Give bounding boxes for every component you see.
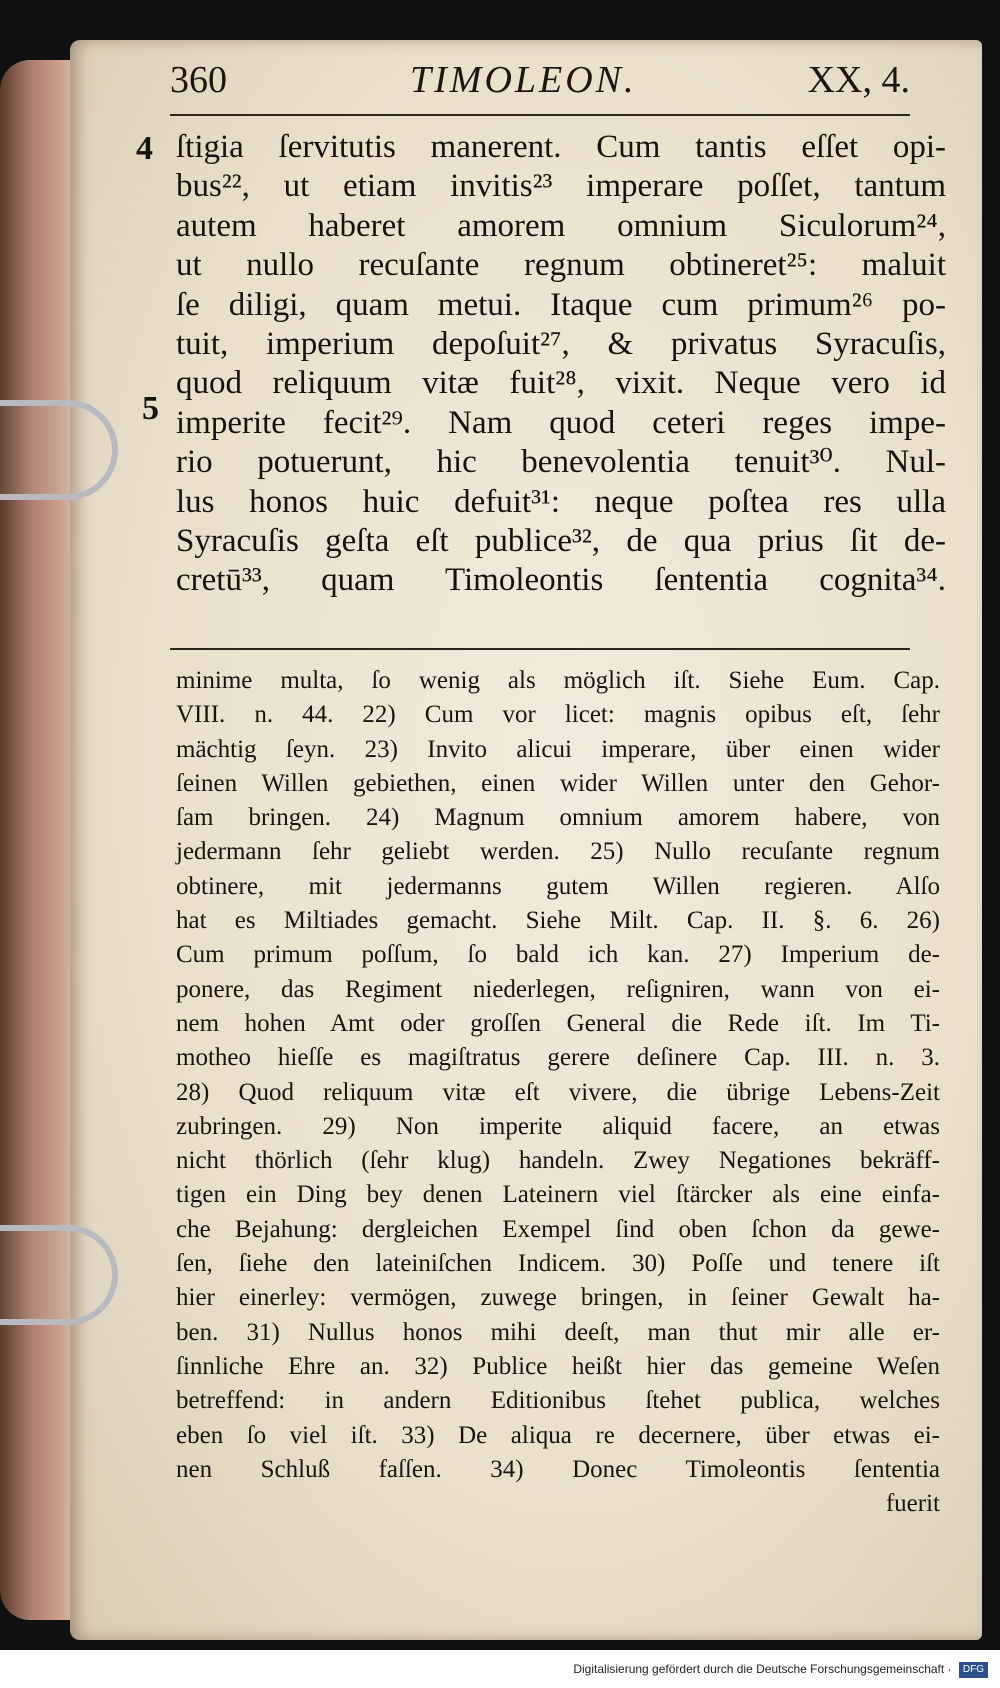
note-line: betreffend: in andern Editionibus ſtehet publica, welches [176,1387,940,1415]
note-line: eben ſo viel iſt. 33) De aliqua re decernere, über etwas ei- [176,1421,940,1449]
text-line: bus²², ut etiam invitis²³ imperare poſſet, tantum [176,168,946,205]
note-line: minime multa, ſo wenig als möglich iſt. Siehe Eum. Cap. [176,667,940,694]
note-line: Cum primum poſſum, ſo bald ich kan. 27) Imperium de- [176,941,940,969]
note-line: che Bejahung: dergleichen Exempel ſind oben ſchon da gewe- [176,1215,940,1243]
note-line: VIII. n. 44. 22) Cum vor licet: magnis opibus eſt, ſehr [176,701,940,729]
text-line: lus honos huic defuit³¹: neque poſtea res ulla [176,483,946,520]
note-line: ben. 31) Nullus honos mihi deeſt, man thut mir alle er- [176,1318,940,1346]
note-line: ponere, das Regiment niederlegen, reſigniren, wann von ei- [176,975,940,1003]
text-line: ſtigia ſervitutis manerent. Cum tantis eſſet opi- [176,129,946,165]
page-number: 360 [170,59,227,101]
paper-clip-icon [0,1225,118,1325]
note-line: tigen ein Ding bey denen Lateinern viel ſtärcker als eine einfa- [176,1181,940,1209]
note-line: hat es Miltiades gemacht. Siehe Milt. Cap. II. §. 6. 26) [176,907,940,935]
note-line: ſen, ſiehe den lateiniſchen Indicem. 30) Poſſe und tenere iſt [176,1250,940,1278]
latin-text [176,128,946,601]
note-line: nen Schluß faſſen. 34) Donec Timoleontis ſententia [176,1455,940,1483]
paper-clip-icon [0,400,118,500]
note-line: mächtig ſeyn. 23) Invito alicui imperare, über einen wider [176,735,940,763]
note-line: zubringen. 29) Non imperite aliquid facere, an etwas [176,1112,940,1140]
note-line: nem hohen Amt oder groſſen General die Rede iſt. Im Ti- [176,1009,940,1037]
book-page-edges [0,60,80,1620]
text-line: ut nullo recuſante regnum obtineret²⁵: maluit [176,247,946,284]
header-rule [170,114,910,116]
text-line: imperite fecit²⁹. Nam quod ceteri reges impe- [176,404,946,441]
footnotes [176,664,940,1521]
note-line: 28) Quod reliquum vitæ eſt vivere, die übrige Lebens-Zeit [176,1078,940,1106]
note-line: obtinere, mit jedermanns gutem Willen regieren. Alſo [176,872,940,900]
note-line: motheo hieſſe es magiſtratus gerere deſinere Cap. III. n. 3. [176,1044,940,1072]
running-header [170,58,910,108]
margin-number: 5 [142,390,159,427]
text-line: quod reliquum vitæ fuit²⁸, vixit. Neque vero id [176,365,946,402]
dfg-logo: DFG [959,1662,988,1678]
text-line: rio potuerunt, hic benevolentia tenuit³⁰. Nul- [176,444,946,481]
footer-credit: Digitalisierung gefördert durch die Deutsche Forschungsgemeinschaft · [573,1662,952,1676]
margin-number: 4 [136,130,153,167]
note-line: ſeinen Willen gebiethen, einen wider Willen unter den Gehor- [176,769,940,797]
note-line: ſam bringen. 24) Magnum omnium amorem habere, von [176,804,940,832]
notes-divider [170,648,910,650]
note-line: hier einerley: vermögen, zuwege bringen, in ſeiner Gewalt ha- [176,1284,940,1312]
section-reference: XX, 4. [807,59,910,101]
running-title: TIMOLEON. [410,59,637,101]
catchword: fuerit [885,1490,940,1518]
text-line: autem haberet amorem omnium Siculorum²⁴, [176,207,946,244]
text-line: Syracuſis geſta eſt publice³², de qua prius ſit de- [176,523,946,560]
text-line: tuit, imperium depoſuit²⁷, & privatus Syracuſis, [176,326,946,363]
digitization-footer [0,1650,1000,1688]
text-line: ſe diligi, quam metui. Itaque cum primum²⁶ po- [176,286,946,323]
note-line: jedermann ſehr geliebt werden. 25) Nullo recuſante regnum [176,838,940,866]
note-line: nicht thörlich (ſehr klug) handeln. Zwey Negationes bekräff- [176,1147,940,1175]
text-line: cretū³³, quam Timoleontis ſententia cognita³⁴. [176,562,946,599]
note-line: ſinnliche Ehre an. 32) Publice heißt hier das gemeine Weſen [176,1352,940,1380]
